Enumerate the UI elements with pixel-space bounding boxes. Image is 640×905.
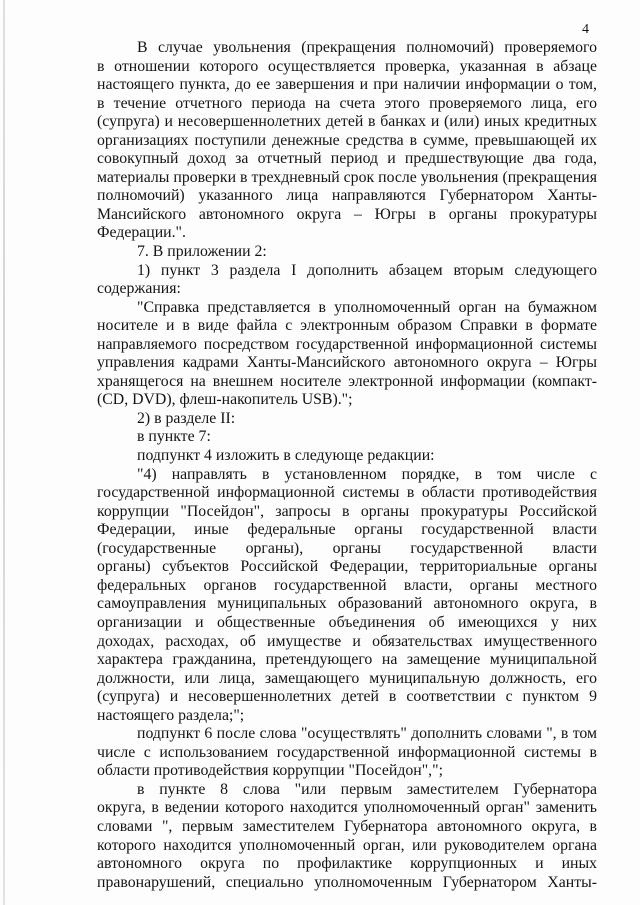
scan-edge	[3, 0, 5, 905]
page-number: 4	[582, 22, 589, 37]
text-line: правонарушений, специально уполномоченным Губернатором Ханты-	[97, 873, 597, 891]
text-line: округа, в ведении которого находится уполномоченный орган" заменить	[97, 799, 597, 817]
text-line: полномочий) указанного лица направляются Губернатором Ханты-	[97, 187, 597, 205]
text-line: Федерации.".	[97, 224, 186, 242]
text-line: управления кадрами Ханты-Мансийского автономного округа – Югры	[97, 354, 597, 372]
document-body	[97, 39, 597, 892]
text-line: органы) субъектов Российской Федерации, территориальные органы	[97, 558, 597, 576]
text-line: носителе и в виде файла с электронным образом Справки в формате	[97, 317, 597, 335]
text-line: содержания:	[97, 280, 181, 298]
text-line: 1) пункт 3 раздела I дополнить абзацем вторым следующего	[137, 261, 597, 279]
text-line: 7. В приложении 2:	[137, 243, 267, 261]
text-line: "Справка представляется в уполномоченный орган на бумажном	[137, 298, 597, 316]
text-line: государственной информационной системы в области противодействия	[97, 484, 597, 502]
text-line: направляемого посредством государственной информационной системы	[97, 335, 597, 353]
text-line: которого находится уполномоченный орган, или руководителем органа	[97, 836, 597, 854]
text-line: хранящегося на внешнем носителе электронной информации (компакт-	[97, 372, 597, 390]
text-line: в течение отчетного периода на счета этого проверяемого лица, его	[97, 94, 597, 112]
text-line: Федерации, иные федеральные органы государственной власти	[97, 521, 597, 539]
text-line: доходах, расходах, об имуществе и обязательствах имущественного	[97, 632, 597, 650]
text-line: автономного округа по профилактике коррупционных и иных	[97, 855, 597, 873]
text-line: совокупный доход за отчетный период и предшествующие два года,	[97, 150, 597, 168]
text-line: в пункте 7:	[137, 428, 211, 446]
text-line: 2) в разделе II:	[137, 409, 236, 427]
text-line: Мансийского автономного округа – Югры в органы прокуратуры	[97, 205, 597, 223]
text-line: в пункте 8 слова "или первым заместителем Губернатора	[137, 780, 597, 798]
text-line: области противодействия коррупции "Посейдон",";	[97, 762, 443, 780]
text-line: настоящего пункта, до ее завершения и при наличии информации о том,	[97, 76, 597, 94]
text-line: подпункт 6 после слова "осуществлять" дополнить словами ", в том	[137, 725, 597, 743]
text-line: материалы проверки в трехдневный срок после увольнения (прекращения	[97, 168, 597, 186]
text-line: подпункт 4 изложить в следующе редакции:	[137, 447, 435, 465]
text-line: В случае увольнения (прекращения полномочий) проверяемого	[137, 39, 597, 56]
text-line: (супруга) и несовершеннолетних детей в соответствии с пунктом 9	[97, 688, 597, 706]
text-line: организации и общественные объединения об имеющихся у них	[97, 613, 597, 631]
text-line: федеральных органов государственной власти, органы местного	[97, 576, 597, 594]
text-line: самоуправления муниципальных образований автономного округа, в	[97, 595, 597, 613]
text-line: организациях поступили денежные средства в сумме, превышающей их	[97, 131, 597, 149]
text-line: (государственные органы), органы государственной власти	[97, 539, 597, 557]
text-line: должности, или лица, замещающего муниципальную должность, его	[97, 669, 597, 687]
text-line: (CD, DVD), флеш-накопитель USB).";	[97, 391, 353, 409]
text-line: характера гражданина, претендующего на замещение муниципальной	[97, 651, 597, 669]
text-line: коррупции "Посейдон", запросы в органы прокуратуры Российской	[97, 502, 597, 520]
text-line: словами ", первым заместителем Губернатора автономного округа, в	[97, 817, 597, 835]
text-line: "4) направлять в установленном порядке, в том числе с	[137, 465, 597, 483]
text-line: числе с использованием государственной информационной системы в	[97, 743, 597, 761]
text-line: в отношении которого осуществляется проверка, указанная в абзаце	[97, 57, 597, 75]
text-line: (супруга) и несовершеннолетних детей в банках и (или) иных кредитных	[97, 113, 597, 131]
text-line: настоящего раздела;";	[97, 706, 245, 724]
